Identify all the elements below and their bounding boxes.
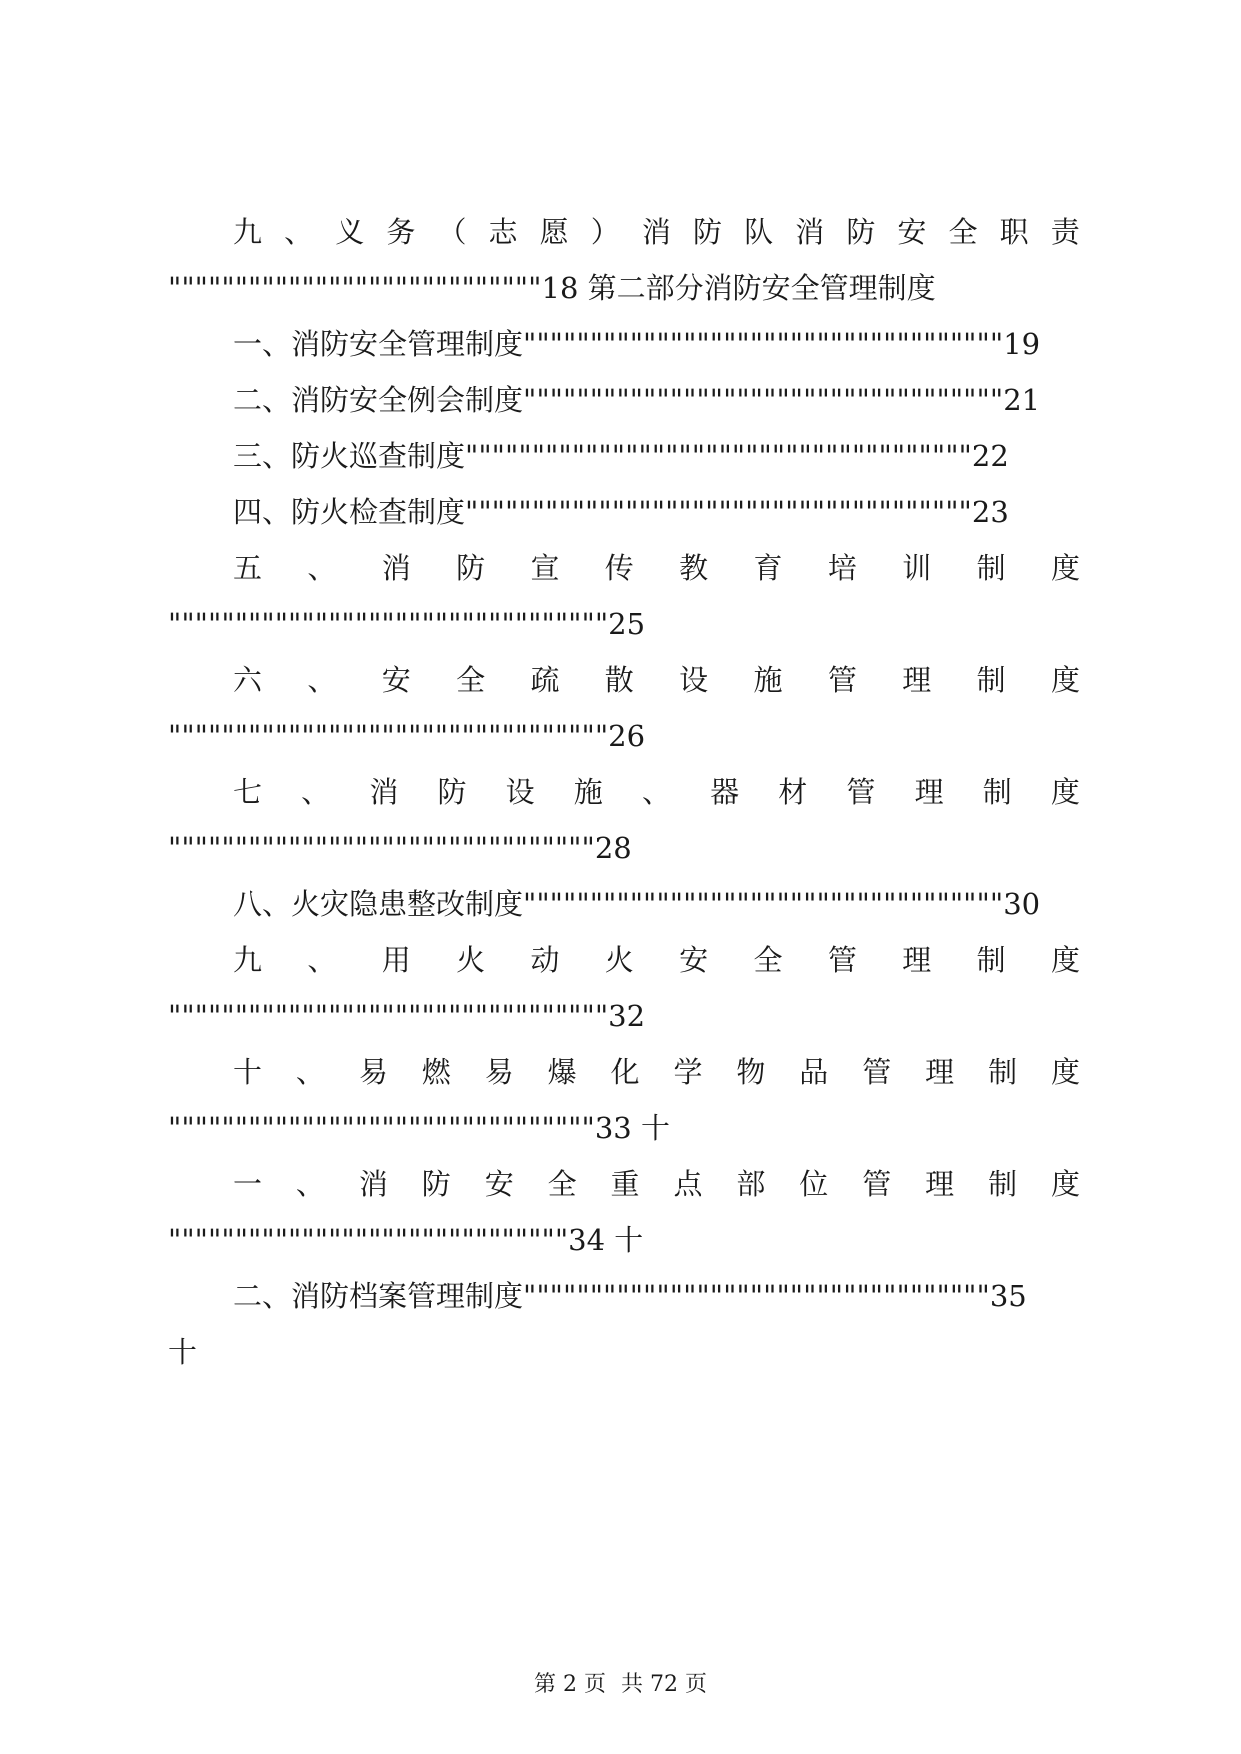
toc-char: 制 — [976, 663, 1006, 697]
toc-char: 学 — [673, 1055, 703, 1089]
toc-char: 理 — [914, 775, 944, 809]
toc-char: 物 — [736, 1055, 766, 1089]
toc-char: 职 — [999, 215, 1029, 249]
toc-char: 全 — [547, 1167, 577, 1201]
toc-trailing-text: 十 — [168, 1335, 198, 1369]
toc-char: 化 — [610, 1055, 640, 1089]
toc-char: 、 — [284, 215, 314, 249]
toc-char: 燃 — [421, 1055, 451, 1089]
toc-char: 火 — [604, 943, 634, 977]
toc-char: 设 — [505, 775, 535, 809]
toc-char: 育 — [753, 551, 783, 585]
toc-char: 器 — [710, 775, 740, 809]
toc-char: 消 — [795, 215, 825, 249]
toc-char: 品 — [799, 1055, 829, 1089]
toc-char: 火 — [456, 943, 486, 977]
toc-entry-5-head — [233, 546, 1080, 590]
toc-char: 部 — [736, 1167, 766, 1201]
page-footer — [0, 1670, 1241, 1700]
toc-char: 防 — [421, 1167, 451, 1201]
toc-char: 爆 — [547, 1055, 577, 1089]
toc-char: （ — [437, 215, 467, 249]
toc-char: 务 — [386, 215, 416, 249]
toc-entry-9b-head — [233, 938, 1080, 982]
toc-char: 防 — [437, 775, 467, 809]
toc-char: 度 — [1050, 775, 1080, 809]
toc-entry-10-head — [233, 1050, 1080, 1094]
toc-char: 防 — [456, 551, 486, 585]
toc-char: 队 — [744, 215, 774, 249]
toc-char: 十 — [233, 1055, 263, 1089]
toc-char: 七 — [233, 775, 263, 809]
toc-char: 责 — [1050, 215, 1080, 249]
toc-char: 、 — [295, 1167, 325, 1201]
toc-char: 一 — [233, 1167, 263, 1201]
toc-entry-1: 一、消防安全管理制度""""""""""""""""""""""""""""""""""""19 — [233, 327, 1041, 361]
toc-char: 制 — [982, 775, 1012, 809]
toc-char: 管 — [862, 1167, 892, 1201]
toc-char: 度 — [1050, 1055, 1080, 1089]
toc-char: 管 — [827, 663, 857, 697]
toc-char: 用 — [381, 943, 411, 977]
toc-char: 培 — [827, 551, 857, 585]
page-number: 第 2 页 — [534, 1672, 606, 1697]
toc-entry-5-tail: """""""""""""""""""""""""""""""""25 — [168, 607, 646, 641]
toc-char: ） — [590, 215, 620, 249]
toc-char: 位 — [799, 1167, 829, 1201]
toc-char: 义 — [335, 215, 365, 249]
toc-char: 消 — [641, 215, 671, 249]
toc-char: 训 — [902, 551, 932, 585]
toc-entry-3: 三、防火巡查制度""""""""""""""""""""""""""""""""""""""22 — [233, 439, 1009, 473]
toc-char: 全 — [456, 663, 486, 697]
toc-entry-4: 四、防火检查制度""""""""""""""""""""""""""""""""""""""23 — [233, 495, 1009, 529]
page-total: 共 72 页 — [621, 1672, 707, 1697]
toc-char: 九 — [233, 215, 263, 249]
toc-char: 全 — [753, 943, 783, 977]
toc-entry-11-tail: """"""""""""""""""""""""""""""34 十 — [168, 1223, 644, 1257]
toc-entry-9-head — [233, 210, 1080, 254]
toc-char: 安 — [381, 663, 411, 697]
toc-entry-7-tail: """"""""""""""""""""""""""""""""28 — [168, 831, 632, 865]
toc-entry-11-head — [233, 1162, 1080, 1206]
toc-char: 施 — [753, 663, 783, 697]
toc-entry-10-tail: """"""""""""""""""""""""""""""""33 十 — [168, 1111, 670, 1145]
toc-entry-9-tail: """"""""""""""""""""""""""""18 第二部分消防安全管理制度 — [168, 271, 936, 305]
toc-char: 六 — [233, 663, 263, 697]
toc-char: 安 — [484, 1167, 514, 1201]
toc-char: 、 — [307, 943, 337, 977]
toc-char: 度 — [1050, 943, 1080, 977]
toc-char: 全 — [948, 215, 978, 249]
toc-char: 制 — [988, 1055, 1018, 1089]
toc-char: 、 — [295, 1055, 325, 1089]
toc-entry-6-tail: """""""""""""""""""""""""""""""""26 — [168, 719, 646, 753]
toc-char: 、 — [301, 775, 331, 809]
toc-char: 消 — [381, 551, 411, 585]
toc-char: 愿 — [539, 215, 569, 249]
toc-char: 散 — [604, 663, 634, 697]
toc-entry-6-head — [233, 658, 1080, 702]
toc-char: 制 — [976, 551, 1006, 585]
toc-char: 易 — [484, 1055, 514, 1089]
toc-entry-9b-tail: """""""""""""""""""""""""""""""""32 — [168, 999, 646, 1033]
toc-char: 度 — [1050, 551, 1080, 585]
toc-char: 理 — [902, 663, 932, 697]
toc-entry-12: 二、消防档案管理制度"""""""""""""""""""""""""""""""""""35 — [233, 1279, 1027, 1313]
toc-char: 防 — [692, 215, 722, 249]
toc-char: 施 — [573, 775, 603, 809]
toc-char: 九 — [233, 943, 263, 977]
toc-char: 安 — [897, 215, 927, 249]
toc-char: 防 — [846, 215, 876, 249]
toc-char: 制 — [976, 943, 1006, 977]
toc-char: 管 — [846, 775, 876, 809]
toc-char: 宣 — [530, 551, 560, 585]
toc-char: 动 — [530, 943, 560, 977]
toc-char: 点 — [673, 1167, 703, 1201]
toc-char: 管 — [827, 943, 857, 977]
toc-char: 传 — [604, 551, 634, 585]
toc-char: 、 — [641, 775, 671, 809]
toc-char: 管 — [862, 1055, 892, 1089]
toc-char: 志 — [488, 215, 518, 249]
toc-char: 设 — [679, 663, 709, 697]
toc-char: 制 — [988, 1167, 1018, 1201]
toc-char: 度 — [1050, 1167, 1080, 1201]
toc-char: 易 — [358, 1055, 388, 1089]
toc-char: 理 — [925, 1055, 955, 1089]
toc-char: 、 — [307, 663, 337, 697]
toc-entry-7-head — [233, 770, 1080, 814]
toc-entry-8: 八、火灾隐患整改制度""""""""""""""""""""""""""""""""""""30 — [233, 887, 1041, 921]
toc-char: 五 — [233, 551, 263, 585]
toc-char: 理 — [925, 1167, 955, 1201]
toc-char: 度 — [1050, 663, 1080, 697]
toc-char: 理 — [902, 943, 932, 977]
toc-char: 教 — [679, 551, 709, 585]
toc-char: 、 — [307, 551, 337, 585]
toc-char: 安 — [679, 943, 709, 977]
toc-char: 重 — [610, 1167, 640, 1201]
toc-entry-2: 二、消防安全例会制度""""""""""""""""""""""""""""""""""""21 — [233, 383, 1041, 417]
toc-char: 疏 — [530, 663, 560, 697]
toc-char: 消 — [358, 1167, 388, 1201]
toc-char: 材 — [778, 775, 808, 809]
toc-char: 消 — [369, 775, 399, 809]
